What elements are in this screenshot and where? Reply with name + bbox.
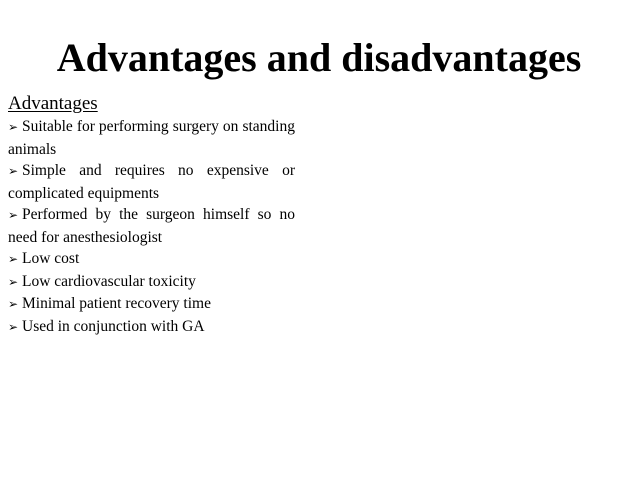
arrow-bullet-icon: ➢	[8, 252, 19, 266]
list-item-text: Minimal patient recovery time	[22, 295, 211, 312]
arrow-bullet-icon: ➢	[8, 120, 19, 134]
arrow-bullet-icon: ➢	[8, 208, 19, 222]
list-item	[8, 204, 295, 248]
content-area	[8, 93, 295, 338]
list-item	[8, 293, 295, 316]
list-item-text: Simple and requires no expensive or complicated equipments	[8, 162, 295, 202]
list-item-text: Low cost	[22, 250, 80, 267]
arrow-bullet-icon: ➢	[8, 164, 19, 178]
section-heading-advantages: Advantages	[8, 93, 98, 114]
list-item-text: Suitable for performing surgery on standing animals	[8, 118, 295, 158]
list-item	[8, 160, 295, 204]
list-item	[8, 116, 295, 160]
list-item	[8, 271, 295, 294]
list-item-text: Performed by the surgeon himself so no need for anesthesiologist	[8, 206, 295, 246]
slide-title: Advantages and disadvantages	[56, 35, 582, 80]
arrow-bullet-icon: ➢	[8, 319, 19, 334]
arrow-bullet-icon: ➢	[8, 297, 19, 311]
list-item	[8, 248, 295, 271]
list-item-text: Used in conjunction with GA	[22, 317, 205, 335]
list-item-text: Low cardiovascular toxicity	[22, 272, 196, 290]
arrow-bullet-icon: ➢	[8, 274, 19, 289]
advantages-list	[8, 116, 295, 338]
list-item	[8, 316, 295, 339]
